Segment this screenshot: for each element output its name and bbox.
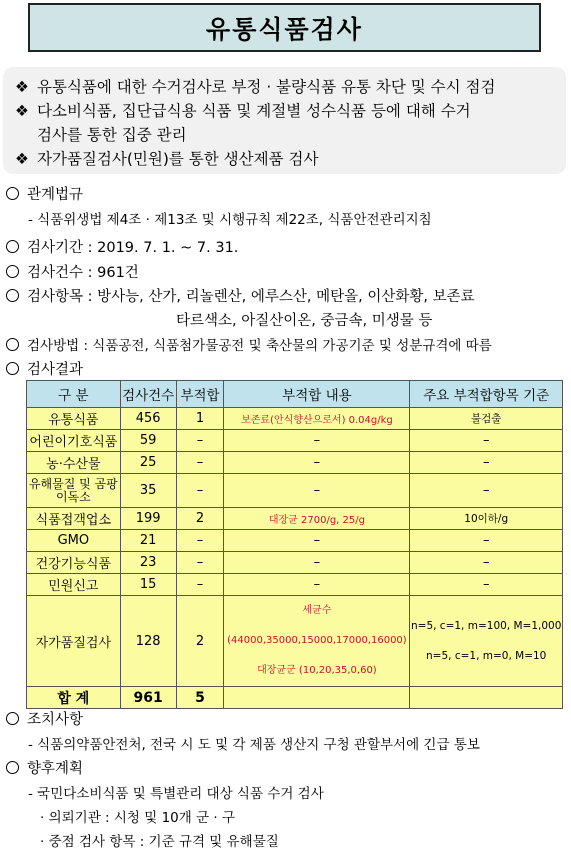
header-category: 구 분 [27, 381, 121, 408]
summary-item-continued: 검사를 통한 집중 관리 [37, 126, 187, 144]
header-nonconforming: 부적합 [176, 381, 224, 408]
page-title: 유통식품검사 [206, 14, 363, 44]
summary-box [3, 67, 566, 174]
summary-item: ❖ 다소비식품, 집단급식용 식품 및 계절별 성수식품 등에 대해 수거 [15, 99, 556, 123]
section-result: 검사결과 [6, 358, 83, 379]
table-row: 유해물질 및 곰팡이독소 35 – – – [27, 474, 563, 508]
items-continued: 타르색소, 아질산이온, 중금속, 미생물 등 [176, 313, 433, 329]
results-table [26, 380, 563, 709]
plan-line: · 중점 검사 항목 : 기준 규격 및 유해물질 [40, 834, 279, 850]
table-total-row: 합 계 961 5 [27, 687, 563, 709]
standard-line: n=5, c=1, m=0, M=10 [426, 650, 547, 662]
diamond-bullet-icon: ❖ [15, 102, 29, 120]
circle-bullet-icon [6, 338, 19, 351]
table-row: 건강기능식품 23 – – – [27, 552, 563, 574]
table-row: 민원신고 15 – – – [27, 574, 563, 596]
circle-bullet-icon [6, 362, 19, 375]
table-row: 자가품질검사 128 2 세균수 (44000,35000,15000,17000,16000) 대장균군 (10,20,35,0,60) n=5, c=1, m=100, M=1,000 n=5, c=1, m=0, M=10 [27, 596, 563, 687]
section-law: 관계법규 [6, 183, 83, 204]
circle-bullet-icon [6, 240, 19, 253]
circle-bullet-icon [6, 289, 19, 302]
circle-bullet-icon [6, 761, 19, 774]
header-content: 부적합 내용 [224, 381, 410, 408]
table-row: 유통식품 456 1 보존료(안식향산으로서) 0.04g/kg 불검출 [27, 408, 563, 430]
circle-bullet-icon [6, 187, 19, 200]
table-row: GMO 21 – – – [27, 530, 563, 552]
section-items: 검사항목 : 방사능, 산가, 리놀렌산, 에루스산, 메탄올, 이산화황, 보존료 [6, 285, 475, 306]
plan-line: - 국민다소비식품 및 특별관리 대상 식품 수거 검사 [28, 786, 324, 802]
action-text: - 식품의약품안전처, 전국 시 도 및 각 제품 생산지 구청 관할부서에 긴급 통보 [28, 737, 480, 753]
plan-line: · 의뢰기관 : 시청 및 10개 군 · 구 [40, 810, 236, 826]
section-method: 검사방법 : 식품공전, 식품첨가물공전 및 축산물의 가공기준 및 성분규격에 따름 [6, 334, 492, 354]
header-count: 검사건수 [120, 381, 176, 408]
summary-item: ❖ 자가품질검사(민원)를 통한 생산제품 검사 [15, 147, 556, 171]
table-row: 어린이기호식품 59 – – – [27, 430, 563, 452]
summary-item: ❖ 유통식품에 대한 수거검사로 부정 · 불량식품 유통 차단 및 수시 점검 [15, 75, 556, 99]
content-line: 대장균군 (10,20,35,0,60) [257, 665, 377, 676]
table-row: 식품접객업소 199 2 대장균 2700/g, 25/g 10이하/g [27, 508, 563, 530]
diamond-bullet-icon: ❖ [15, 150, 29, 168]
header-standard: 주요 부적합항목 기준 [410, 381, 563, 408]
standard-line: n=5, c=1, m=100, M=1,000 [411, 620, 562, 632]
section-action: 조치사항 [6, 708, 83, 729]
section-plan: 향후계획 [6, 757, 83, 778]
circle-bullet-icon [6, 712, 19, 725]
law-text: - 식품위생법 제4조 · 제13조 및 시행규칙 제22조, 식품안전관리지침 [28, 212, 432, 228]
table-row: 농·수산물 25 – – – [27, 452, 563, 474]
table-header-row [27, 381, 563, 408]
page-title-box [28, 3, 541, 52]
diamond-bullet-icon: ❖ [15, 78, 29, 96]
circle-bullet-icon [6, 265, 19, 278]
section-period: 검사기간 : 2019. 7. 1. ~ 7. 31. [6, 236, 238, 257]
section-count: 검사건수 : 961건 [6, 261, 139, 282]
content-line: 세균수 (44000,35000,15000,17000,16000) [227, 605, 407, 646]
